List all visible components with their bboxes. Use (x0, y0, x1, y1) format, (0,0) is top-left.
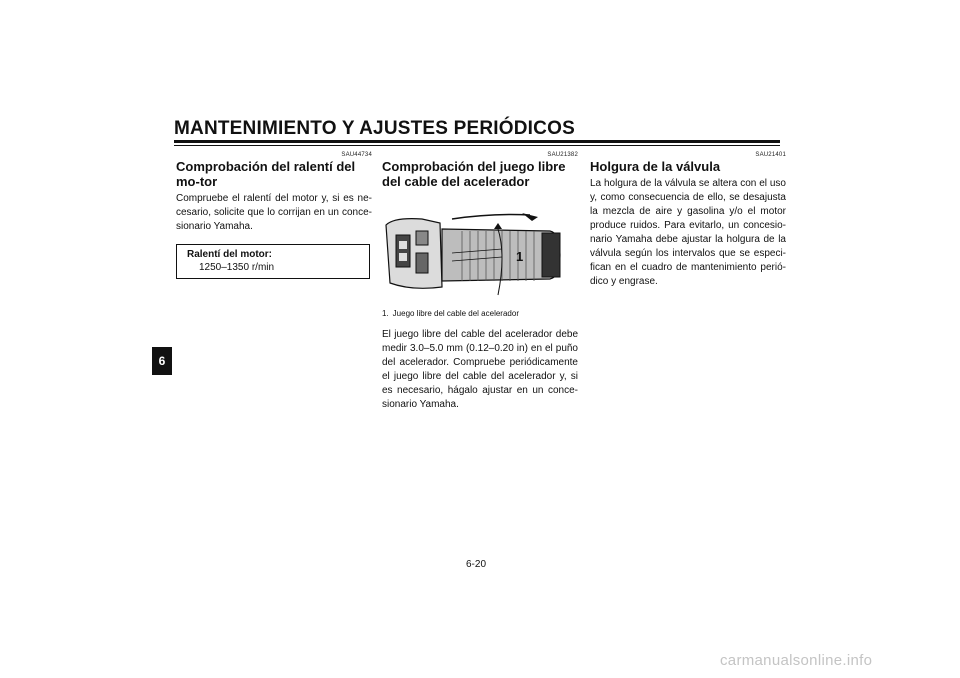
page-title: MANTENIMIENTO Y AJUSTES PERIÓDICOS (174, 118, 575, 139)
column-throttle-cable (382, 152, 578, 412)
section-code: SAU21382 (547, 152, 578, 158)
switch-housing (386, 219, 442, 289)
section-body: Compruebe el ralentí del motor y, si es ne-cesario, solicite que lo corrijan en un conce-sionario Yamaha. (176, 193, 372, 232)
spec-box (176, 244, 370, 279)
section-body: El juego libre del cable del acelerador debe medir 3.0–5.0 mm (0.12–0.20 in) en el puño del acelerador. Compruebe periódicamente el juego libre del cable del acelerador y, si es necesario, hágalo ajustar en un conce-sionario Yamaha. (382, 329, 578, 410)
cable-line (452, 215, 530, 220)
section-code: SAU21401 (755, 152, 786, 158)
page-number: 6-20 (466, 559, 487, 570)
throttle-grip-illustration (382, 209, 574, 297)
column-valve-clearance (590, 152, 786, 289)
callout-number: 1 (516, 249, 524, 264)
watermark[interactable]: carmanualsonline.info (720, 652, 873, 669)
spec-label: Ralentí del motor: (187, 249, 273, 260)
header-rule-thick (174, 140, 780, 143)
caption-number: 1. (382, 309, 389, 318)
section-heading: Holgura de la válvula (590, 159, 721, 174)
section-heading: Comprobación del juego libre del cable del acelerador (382, 159, 566, 189)
caption-text: Juego libre del cable del acelerador (392, 309, 519, 318)
chapter-tab: 6 (152, 347, 172, 375)
header-rule-thin (174, 145, 780, 146)
section-code: SAU44734 (341, 152, 372, 158)
section-body: La holgura de la válvula se altera con el uso y, como consecuencia de ello, se desajusta la mezcla de aire y gasolina y/o el motor produce ruidos. Para evitarlo, un concesio-nario Yamaha debe ajustar la holgura de la válvula según los intervalos que se especi-fican en el cuadro de mantenimiento perió-dico y engrase. (590, 178, 786, 287)
spec-value: 1250–1350 r/min (199, 262, 275, 273)
figure-caption (382, 309, 578, 318)
section-heading: Comprobación del ralentí del mo-tor (176, 159, 356, 189)
column-idle-speed (176, 152, 372, 279)
